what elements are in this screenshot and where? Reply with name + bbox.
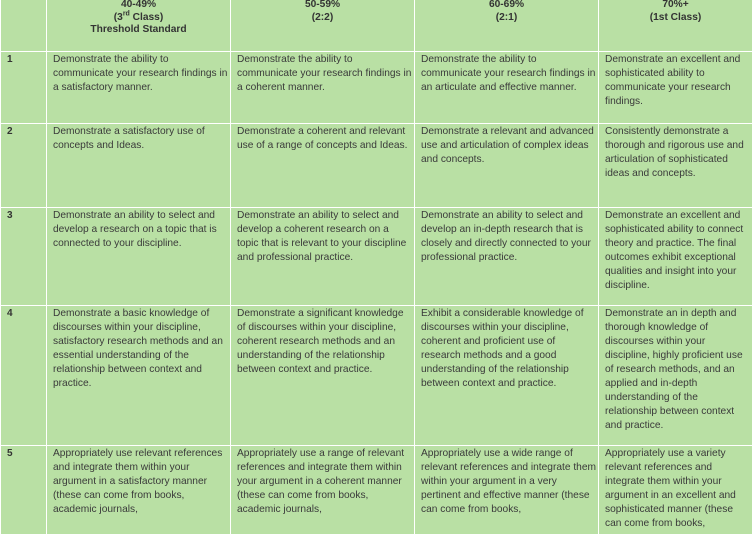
criterion-cell: Demonstrate the ability to communicate your research findings in a satisfactory manner. — [47, 52, 231, 124]
row-number: 1 — [1, 52, 47, 124]
criterion-cell: Appropriately use a range of relevant references and integrate them within your argument in a coherent manner (these can come from books, academic journals, — [231, 446, 415, 534]
criterion-row-4 — [1, 306, 753, 446]
criterion-cell: Consistently demonstrate a thorough and rigorous use and articulation of sophisticated ideas and concepts. — [599, 124, 753, 208]
grade-range: 40-49% — [120, 0, 157, 10]
criterion-cell: Demonstrate a significant knowledge of discourses within your discipline, coherent research methods and an understanding of the relationship between context and practice. — [231, 306, 415, 446]
criterion-row-5 — [1, 446, 753, 534]
grade-class: (2:1) — [495, 11, 518, 23]
criterion-row-2 — [1, 124, 753, 208]
row-number: 3 — [1, 208, 47, 306]
criterion-cell: Demonstrate an ability to select and develop an in-depth research that is closely and directly connected to your professional practice. — [415, 208, 599, 306]
criterion-row-1 — [1, 52, 753, 124]
grade-range: 50-59% — [304, 0, 341, 10]
criterion-cell: Demonstrate an excellent and sophisticated ability to communicate your research findings. — [599, 52, 753, 124]
criterion-cell: Demonstrate a satisfactory use of concepts and Ideas. — [47, 124, 231, 208]
grade-range: 60-69% — [488, 0, 525, 10]
grade-class: (1st Class) — [649, 11, 702, 23]
criterion-cell: Appropriately use relevant references and integrate them within your argument in a satisfactory manner (these can come from books, academic journals, — [47, 446, 231, 534]
criterion-cell: Appropriately use a variety relevant references and integrate them within your argument in an excellent and sophisticated manner (these can come from books, — [599, 446, 753, 534]
row-number: 2 — [1, 124, 47, 208]
header-grade-70-plus — [599, 0, 753, 52]
criterion-cell: Demonstrate an ability to select and develop a research on a topic that is connected to your discipline. — [47, 208, 231, 306]
criterion-cell: Appropriately use a wide range of relevant references and integrate them within your argument in a very pertinent and effective manner (these can come from books, — [415, 446, 599, 534]
grade-class: (2:2) — [311, 11, 334, 23]
grade-range: 70%+ — [662, 0, 689, 10]
criterion-cell: Demonstrate the ability to communicate your research findings in an articulate and effective manner. — [415, 52, 599, 124]
criterion-row-3 — [1, 208, 753, 306]
criterion-cell: Demonstrate a basic knowledge of discourses within your discipline, satisfactory research methods and an essential understanding of the relationship between context and practice. — [47, 306, 231, 446]
grade-class: (3rd Class) — [113, 10, 164, 23]
criterion-cell: Demonstrate a coherent and relevant use of a range of concepts and Ideas. — [231, 124, 415, 208]
header-row — [1, 0, 753, 52]
criterion-cell: Demonstrate the ability to communicate your research findings in a coherent manner. — [231, 52, 415, 124]
criterion-cell: Demonstrate an in depth and thorough knowledge of discourses within your discipline, highly proficient use of research methods, and an applied and in-depth understanding of the relationship between context and practice. — [599, 306, 753, 446]
criterion-cell: Exhibit a considerable knowledge of discourses within your discipline, coherent and proficient use of research methods and a good understanding of the relationship between context and practice. — [415, 306, 599, 446]
criterion-cell: Demonstrate an ability to select and develop a coherent research on a topic that is relevant to your discipline and professional practice. — [231, 208, 415, 306]
header-corner-cell — [1, 0, 47, 52]
criterion-cell: Demonstrate a relevant and advanced use and articulation of complex ideas and concepts. — [415, 124, 599, 208]
grade-standard: Threshold Standard — [90, 24, 187, 35]
criterion-cell: Demonstrate an excellent and sophisticated ability to connect theory and practice. The final outcomes exhibit exceptional qualities and insight into your discipline. — [599, 208, 753, 306]
header-grade-50-59 — [231, 0, 415, 52]
header-grade-40-49 — [47, 0, 231, 52]
header-grade-60-69 — [415, 0, 599, 52]
row-number: 5 — [1, 446, 47, 534]
row-number: 4 — [1, 306, 47, 446]
